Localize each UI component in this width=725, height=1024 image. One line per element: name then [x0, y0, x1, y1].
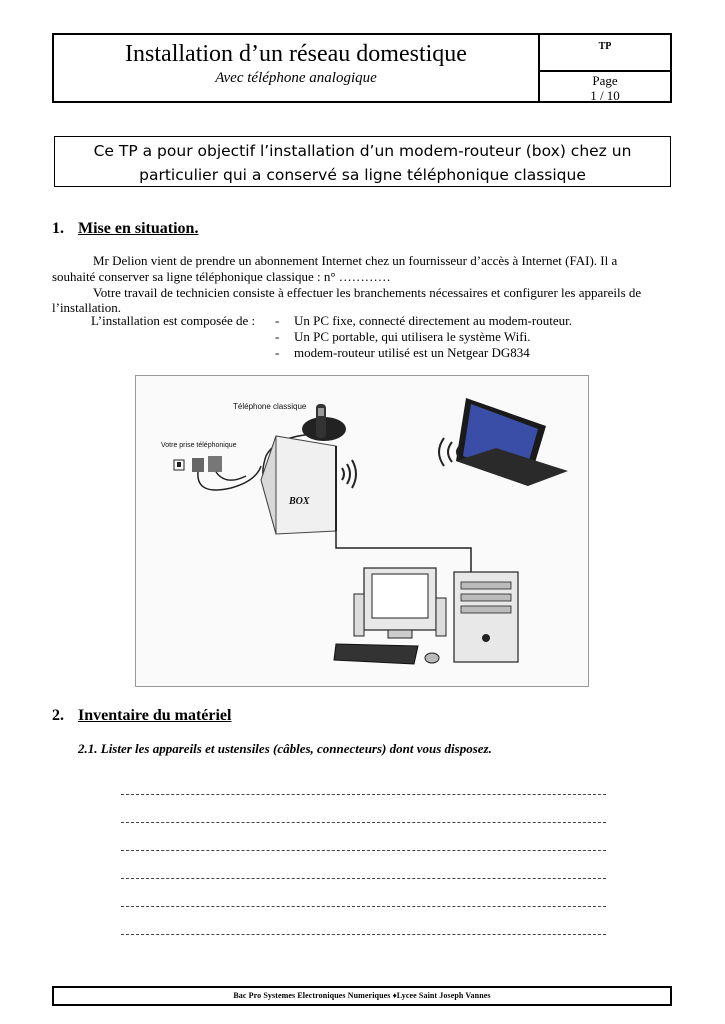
objective-line-2: particulier qui a conservé sa ligne téléphonique classique	[139, 166, 586, 184]
list-item	[275, 345, 530, 361]
para1-line2: souhaité conserver sa ligne téléphonique classique : n° …………	[52, 269, 391, 284]
socket-label: Votre prise téléphonique	[161, 442, 237, 449]
list-item	[275, 313, 572, 329]
answer-line[interactable]	[121, 794, 606, 796]
wifi-signal-icon	[439, 438, 460, 466]
mouse-icon	[425, 653, 439, 663]
keyboard-icon	[334, 644, 418, 664]
subsection-2-1: 2.1. Lister les appareils et ustensiles (câbles, connecteurs) dont vous disposez.	[78, 741, 492, 756]
wifi-signal-icon	[342, 460, 356, 488]
section-1-heading	[52, 220, 198, 238]
document-title: Installation d’un réseau domestique	[125, 41, 467, 67]
box-label: BOX	[289, 496, 310, 507]
para2-line2: l’installation.	[52, 300, 121, 315]
section-1-title: Mise en situation.	[78, 220, 199, 237]
box-router-icon	[261, 436, 336, 534]
speaker-icon	[354, 594, 364, 636]
section-2-title: Inventaire du matériel	[78, 707, 232, 724]
list-item-text: Un PC fixe, connecté directement au modem-routeur.	[294, 313, 572, 328]
answer-line[interactable]	[121, 822, 606, 824]
answer-line[interactable]	[121, 850, 606, 852]
list-intro: L’installation est composée de :	[91, 313, 256, 328]
answer-line[interactable]	[121, 906, 606, 908]
page-label: Page	[592, 73, 618, 88]
para1-line1: Mr Delion vient de prendre un abonnement Internet chez un fournisseur d’accès à Internet (FAI). Il a	[93, 253, 618, 268]
list-dash: -	[275, 313, 280, 328]
monitor-icon	[364, 568, 436, 638]
speaker-icon	[436, 598, 446, 636]
answer-line[interactable]	[121, 878, 606, 880]
answer-line[interactable]	[121, 934, 606, 936]
objective-box	[54, 136, 671, 187]
section-1-number: 1.	[52, 220, 64, 237]
section-2-number: 2.	[52, 707, 64, 724]
header-box	[52, 33, 672, 103]
network-illustration-svg	[136, 376, 588, 686]
footer: Bac Pro Systemes Electroniques Numeriques ♦Lycee Saint Joseph Vannes	[52, 986, 672, 1006]
list-item-text: Un PC portable, qui utilisera le système Wifi.	[294, 329, 531, 344]
list-dash: -	[275, 345, 280, 360]
list-item-text: modem-routeur utilisé est un Netgear DG834	[294, 345, 530, 360]
tp-label: TP	[598, 41, 612, 52]
phone-label: Téléphone classique	[233, 402, 307, 411]
list-item	[275, 329, 530, 345]
network-illustration	[135, 375, 589, 687]
list-dash: -	[275, 329, 280, 344]
header-divider-horizontal	[540, 70, 670, 72]
desktop-tower-icon	[454, 572, 518, 662]
telephone-icon	[302, 404, 346, 441]
phone-socket-icon	[174, 456, 222, 472]
para2-line1: Votre travail de technicien consiste à effectuer les branchements nécessaires et configurer les appareils de	[93, 285, 642, 300]
section-2-heading	[52, 707, 231, 725]
document-subtitle: Avec téléphone analogique	[215, 70, 377, 86]
laptop-icon	[456, 398, 568, 486]
page-number: 1 / 10	[590, 88, 620, 103]
objective-line-1: Ce TP a pour objectif l’installation d’un modem-routeur (box) chez un	[93, 142, 632, 160]
